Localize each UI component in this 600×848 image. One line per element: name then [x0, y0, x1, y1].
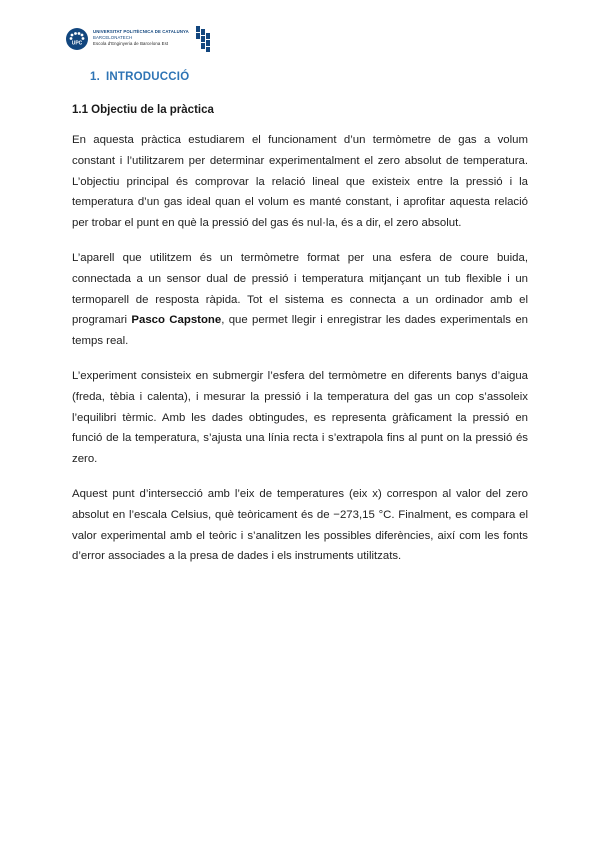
paragraph-3: L’experiment consisteix en submergir l’esfera del termòmetre en diferents banys d’aigua (freda, tèbia i calenta), i mesurar la pressió i la temperatura del gas un cop s’assoleix l’equilibri tèrmic. Amb les dades obtingudes, es representa gràficament la pressió en funció de la temperatura, s’ajusta una línia recta i s’extrapola fins al punt on la pressió és zero. — [72, 369, 528, 466]
paragraph-2-text-end: , que permet llegir i enregistrar les dades experimentals en temps real. — [72, 314, 528, 348]
paragraph-1: En aquesta pràctica estudiarem el funcionament d’un termòmetre de gas a volum constant i l’utilitzarem per determinar experimentalment el zero absolut de temperatura. L’objectiu principal és comprovar la relació lineal que existeix entre la pressió i la temperatura d’un gas ideal quan el volum es manté constant, i aprofitar aquesta relació per trobar el punt en què la pressió del gas és nul·la, és a dir, el zero absolut. — [72, 134, 528, 230]
paragraph-4: Aquest punt d’intersecció amb l’eix de temperatures (eix x) correspon al valor del zero absolut en l’escala Celsius, què teòricament és de −273,15 °C. Finalment, es compara el valor experimental amb el teòric i s’analitzen les possibles diferències, així com les fonts d’error associades a la presa de dades i els instruments utilitzats. — [72, 487, 528, 563]
section-title-text: INTRODUCCIÓ — [106, 71, 190, 83]
section-heading — [90, 71, 189, 83]
paragraph-2-text-start: L’aparell que utilitzem és un termòmetre format per una esfera de coure buida, connectada a un sensor dual de pressió i temperatura mitjançant un tub flexible i un termoparell de resposta ràpida. Tot el sistema es connecta a un ordinador amb el programari — [72, 251, 528, 327]
subsection-heading: 1.1 Objectiu de la pràctica — [72, 104, 214, 116]
upc-logo-text: UPC — [71, 40, 83, 47]
section-number: 1. — [90, 71, 100, 83]
school-line: Escola d'Enginyeria de Barcelona Est — [93, 40, 169, 46]
university-name — [93, 29, 189, 46]
university-line-2: BARCELONATECH — [93, 34, 133, 40]
school-logo-icon — [196, 26, 212, 52]
software-name: Pasco Capstone — [131, 314, 222, 327]
upc-logo-icon — [66, 28, 88, 50]
paragraph-2 — [72, 248, 528, 352]
university-line-1: UNIVERSITAT POLITÈCNICA DE CATALUNYA — [93, 29, 189, 34]
document-body — [72, 130, 528, 581]
document-header — [66, 25, 226, 55]
